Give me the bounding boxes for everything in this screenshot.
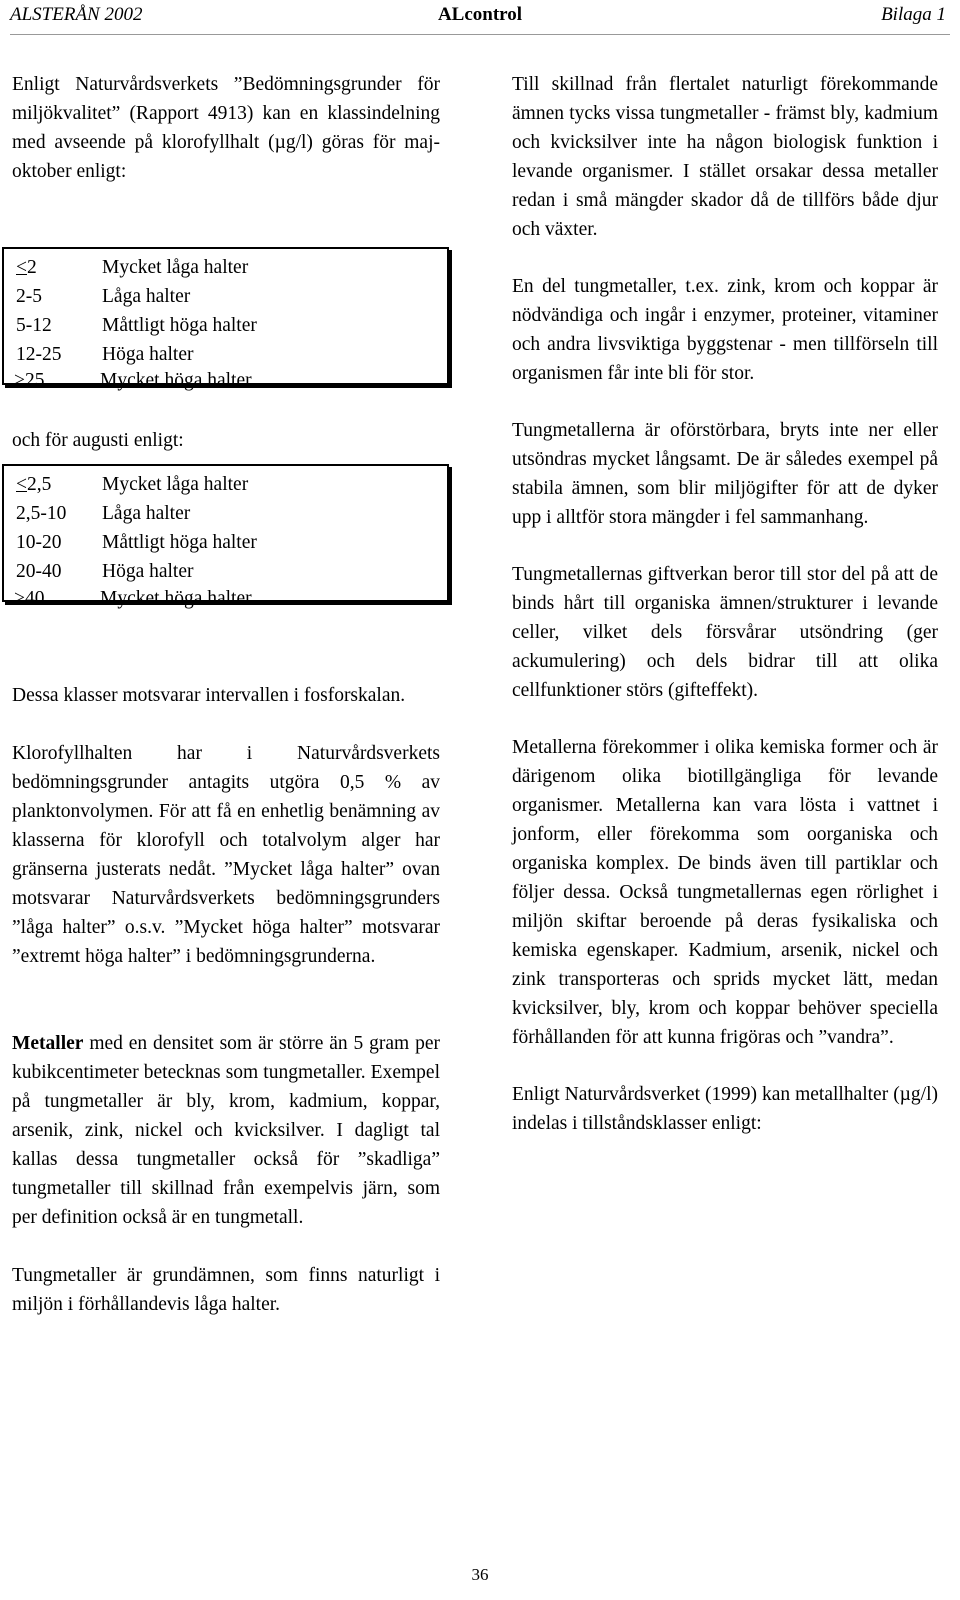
class-label: Låga halter xyxy=(102,286,191,307)
header-report-title: ALSTERÅN 2002 xyxy=(10,4,143,25)
may-october-class-table xyxy=(2,247,449,385)
right-column xyxy=(512,70,938,1138)
class-row xyxy=(16,311,257,340)
class-row xyxy=(16,528,257,557)
heavy-metals-elements-paragraph: Tungmetaller är grundämnen, som finns naturligt i miljön i förhållandevis låga halter. xyxy=(12,1265,440,1315)
toxicity-paragraph: Tungmetallernas giftverkan beror till stor del på att de binds hårt till organiska ämnen/strukturer i levande celler, vilket dels försvårar utsöndring (ger ackumulering) och dels bidrar till att olika cellfunktioner störs (gifteffekt). xyxy=(512,564,938,701)
header-company: ALcontrol xyxy=(437,4,523,25)
page-header xyxy=(0,0,960,34)
chemical-forms-paragraph: Metallerna förekommer i olika kemiska former och är därigenom olika biotillgängliga för levande organismer. Metallerna kan vara lösta i vattnet i jonform, eller förekomma som oorganiska och organiska komplex. De binds även till partiklar och följer dessa. Också tungmetallernas egen rörlighet i miljön skiftar beroende på deras fysikaliska och kemiska egenskaper. Kadmium, arsenik, nickel och zink transporteras och sprids mycket lätt, medan kvicksilver, bly, krom och koppar behöver speciella förhållanden för att kunna frigöras och ”vandra”. xyxy=(512,737,938,1048)
class-label: Låga halter xyxy=(102,503,191,524)
class-range-prefix: < xyxy=(16,474,27,495)
metals-term: Metaller xyxy=(12,1033,84,1054)
august-intro: och för augusti enligt: xyxy=(12,430,184,451)
class-row xyxy=(16,282,190,311)
class-row xyxy=(16,557,194,586)
class-label: Höga halter xyxy=(102,344,194,365)
left-column-lower xyxy=(12,681,440,1319)
class-range: 5-12 xyxy=(16,315,52,336)
class-row xyxy=(16,499,190,528)
class-range: 2,5-10 xyxy=(16,503,67,524)
toxic-metals-paragraph: Till skillnad från flertalet naturligt förekommande ämnen tycks vissa tungmetaller - främst bly, kadmium och kvicksilver inte ha någon biologisk funktion i levande organismer. I stället orsakar dessa metaller redan i små mängder skador då de tillförs både djur och växter. xyxy=(512,74,938,240)
header-divider xyxy=(10,34,950,35)
class-range: 2-5 xyxy=(16,286,42,307)
page-number: 36 xyxy=(471,1565,489,1584)
class-range: 2 xyxy=(27,257,37,278)
metal-classes-intro-paragraph: Enligt Naturvårdsverket (1999) kan metallhalter (µg/l) indelas i tillståndsklasser enligt: xyxy=(512,1084,938,1134)
indestructible-metals-paragraph: Tungmetallerna är oförstörbara, bryts inte ner eller utsöndras mycket långsamt. De är således exempel på stabila ämnen, som blir miljögifter för att de dyker upp i alltför stora mängder i fel sammanhang. xyxy=(512,420,938,528)
class-range: 2,5 xyxy=(27,474,52,495)
class-range: 10-20 xyxy=(16,532,62,553)
class-row xyxy=(16,340,194,369)
class-row xyxy=(16,253,248,282)
chlorophyll-plankton-paragraph: Klorofyllhalten har i Naturvårdsverkets bedömningsgrunder antagits utgöra 0,5 % av planktonvolymen. För att få en enhetlig benämning av klasserna för klorofyll och totalvolym alger har gränserna justerats nedåt. ”Mycket låga halter” ovan motsvarar Naturvårdsverkets bedömningsgrunders ”låga halter” o.s.v. ”Mycket höga halter” motsvarar ”extremt höga halter” i bedömningsgrunderna. xyxy=(12,743,440,967)
class-label: Mycket höga halter xyxy=(100,588,252,609)
class-row xyxy=(14,584,252,613)
class-row xyxy=(14,366,252,395)
class-label: Måttligt höga halter xyxy=(102,315,257,336)
chlorophyll-intro-paragraph: Enligt Naturvårdsverkets ”Bedömningsgrunder för miljökvalitet” (Rapport 4913) kan en klassindelning med avseende på klorofyllhalt (µg/l) göras för maj-oktober enligt: xyxy=(12,74,440,182)
class-label: Mycket låga halter xyxy=(102,474,249,495)
class-label: Mycket låga halter xyxy=(102,257,249,278)
class-label: Mycket höga halter xyxy=(100,370,252,391)
class-label: Måttligt höga halter xyxy=(102,532,257,553)
class-label: Höga halter xyxy=(102,561,194,582)
class-range: >25 xyxy=(14,370,45,391)
class-range: >40 xyxy=(14,588,45,609)
class-range-prefix: < xyxy=(16,257,27,278)
header-appendix: Bilaga 1 xyxy=(881,4,946,25)
class-range: 12-25 xyxy=(16,344,62,365)
metals-definition-text: med en densitet som är större än 5 gram per kubikcentimeter betecknas som tungmetaller. Exempel på tungmetaller är bly, krom, kadmium, koppar, arsenik, zink, nickel och kvicksilver. I dagligt tal kallas dessa tungmetaller också för ”skadliga” tungmetaller till skillnad från exempelvis järn, som per definition också är en tungmetall. xyxy=(12,1033,440,1228)
class-range: 20-40 xyxy=(16,561,62,582)
essential-metals-paragraph: En del tungmetaller, t.ex. zink, krom och koppar är nödvändiga och ingår i enzymer, proteiner, vitaminer och andra livsviktiga byggstenar - men tillförseln till organismen får inte bli för stor. xyxy=(512,276,938,384)
phosphorus-scale-paragraph: Dessa klasser motsvarar intervallen i fosforskalan. xyxy=(12,685,406,706)
class-row xyxy=(16,470,248,499)
metals-definition-paragraph xyxy=(12,1029,440,1232)
left-column xyxy=(12,70,440,186)
august-class-table xyxy=(2,464,449,602)
